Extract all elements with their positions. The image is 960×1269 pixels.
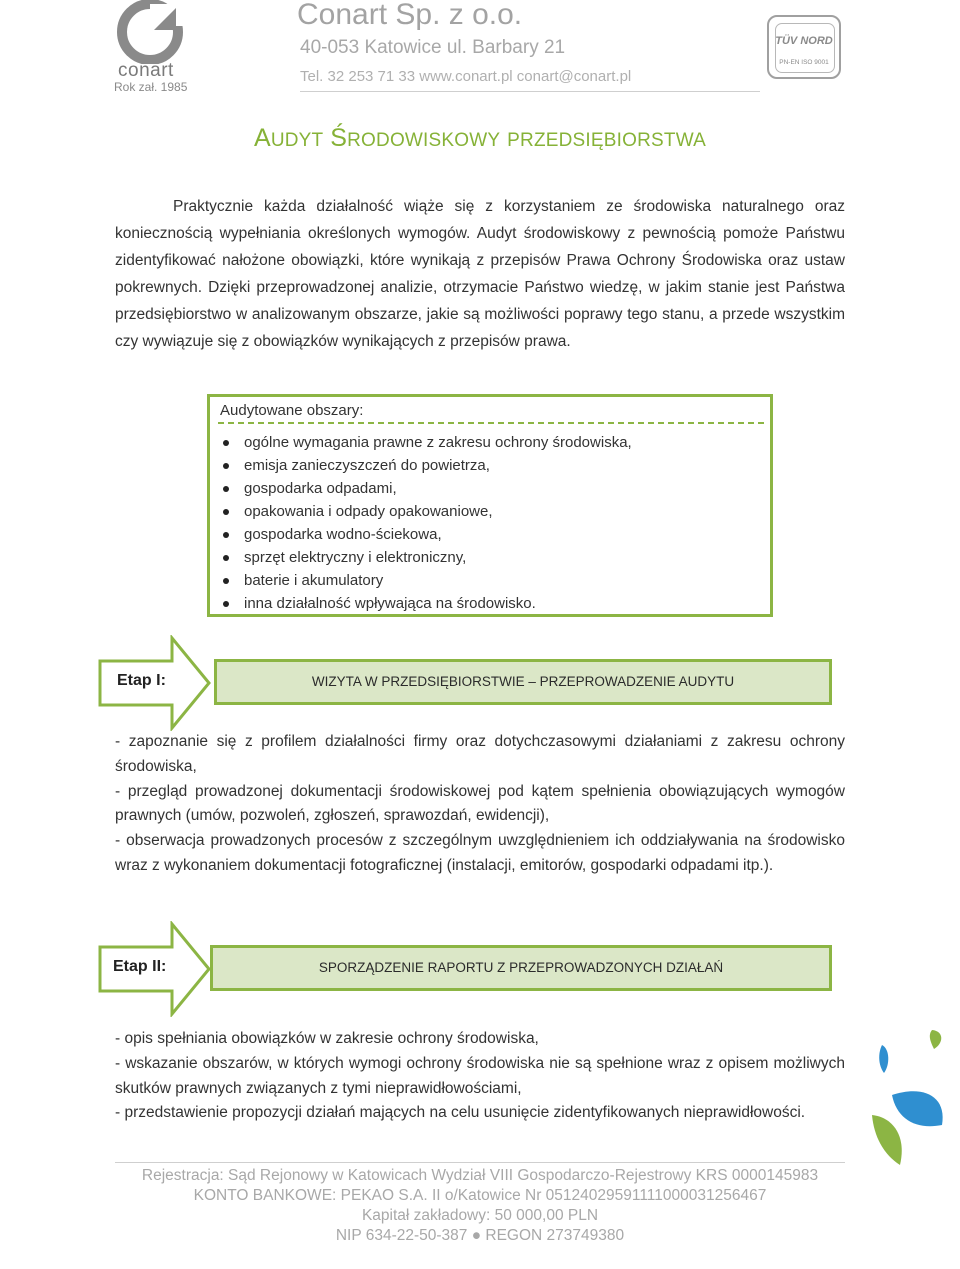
certification-badge xyxy=(767,15,841,79)
company-logo xyxy=(110,0,190,92)
title-word: RODOWISKOWY xyxy=(347,130,501,151)
footer-divider xyxy=(115,1162,845,1163)
areas-header: Audytowane obszary: xyxy=(220,402,364,419)
stage-item: - przedstawienie propozycji działań mających na celu usunięcie zidentyfikowanych nieprawidłowości. xyxy=(115,1104,806,1122)
stage-1-description xyxy=(115,730,845,879)
audited-areas-box xyxy=(207,394,773,617)
list-item: baterie i akumulatory xyxy=(210,569,632,592)
title-initial: Ś xyxy=(330,124,348,152)
logo-wordmark: conart xyxy=(118,60,174,81)
footer-registration: Rejestracja: Sąd Rejonowy w Katowicach Wydział VIII Gospodarczo-Rejestrowy KRS 0000145983 xyxy=(141,1167,819,1184)
list-item: emisja zanieczyszczeń do powietrza, xyxy=(210,454,632,477)
stage-1-banner xyxy=(97,635,837,731)
company-name: Conart Sp. z o.o. xyxy=(297,0,523,31)
intro-paragraph: Praktycznie każda działalność wiąże się z korzystaniem ze środowiska naturalnego oraz koniecznością wypełniania określonych wymogów. Audyt środowiskowy z pewnością pomoże Państwu zidentyfikować nałożone obowiązki, które wynikają z przepisów Prawa Ochrony Środowiska oraz ustaw pokrewnych. Dzięki przeprowadzonej analizie, otrzymacie Państwo wiedzę, w jakim stanie jest Państwa przedsiębiorstwo w analizowanym obszarze, jakie są możliwości poprawy tego stanu, a przede wszystkim czy wywiązuje się z obowiązków wynikających z przepisów prawa. xyxy=(115,198,845,350)
stage-item: - opis spełniania obowiązków w zakresie ochrony środowiska, xyxy=(115,1030,539,1047)
list-item: ogólne wymagania prawne z zakresu ochrony środowiska, xyxy=(210,431,632,454)
title-word: UDYT xyxy=(270,130,324,151)
stage-label: Etap II: xyxy=(113,958,167,975)
list-item: gospodarka wodno-ściekowa, xyxy=(210,523,632,546)
stage-item: - zapoznanie się z profilem działalności firmy oraz dotychczasowymi działaniami z zakresu ochrony środowiska, xyxy=(115,733,845,775)
list-item: inna działalność wpływająca na środowisko. xyxy=(210,592,632,615)
company-address: 40-053 Katowice ul. Barbary 21 xyxy=(300,37,566,58)
leaf-icon xyxy=(872,1025,952,1175)
cert-standard: PN-EN ISO 9001 xyxy=(779,59,829,66)
stage-item: - wskazanie obszarów, w których wymogi ochrony środowiska nie są spełnione wraz z opisem możliwych skutków prawnych związanych z tymi nieprawidłowościami, xyxy=(115,1054,845,1097)
leaves-decoration xyxy=(872,1025,952,1175)
title-initial: A xyxy=(253,124,271,152)
document-title xyxy=(0,124,960,153)
areas-list xyxy=(210,431,632,615)
stage-title: SPORZĄDZENIE RAPORTU Z PRZEPROWADZONYCH DZIAŁAŃ xyxy=(210,945,832,991)
title-word: PRZEDSIĘBIORSTWA xyxy=(507,130,707,151)
list-item: opakowania i odpady opakowaniowe, xyxy=(210,500,632,523)
list-item: sprzęt elektryczny i elektroniczny, xyxy=(210,546,632,569)
stage-item: - przegląd prowadzonej dokumentacji środowiskowej pod kątem spełnienia obowiązujących wymogów prawnych (umów, pozwoleń, zgłoszeń, sprawozdań, ewidencji), xyxy=(115,782,845,825)
stage-item: - obserwacja prowadzonych procesów z szczególnym uwzględnieniem ich oddziaływania na środowisko wraz z wykonaniem dokumentacji fotograficznej (instalacji, emitorów, gospodarki odpadami itp.). xyxy=(115,832,845,874)
company-contact: Tel. 32 253 71 33 www.conart.pl conart@conart.pl xyxy=(300,68,632,85)
stage-label: Etap I: xyxy=(117,672,166,689)
footer-capital: Kapitał zakładowy: 50 000,00 PLN xyxy=(361,1207,599,1224)
stage-2-description xyxy=(115,1027,845,1126)
list-item: gospodarka odpadami, xyxy=(210,477,632,500)
conart-logo-icon xyxy=(110,0,190,64)
logo-founded-year: Rok zał. 1985 xyxy=(114,80,188,94)
footer-bank-account: KONTO BANKOWE: PEKAO S.A. II o/Katowice Nr 05124029591111000031256467 xyxy=(193,1187,767,1204)
stage-title: WIZYTA W PRZEDSIĘBIORSTWIE – PRZEPROWADZENIE AUDYTU xyxy=(214,659,832,705)
footer-tax-ids: NIP 634-22-50-387 ● REGON 273749380 xyxy=(335,1227,625,1244)
header-divider xyxy=(300,91,760,92)
areas-dashed-divider xyxy=(218,422,764,424)
stage-2-banner xyxy=(97,921,837,1017)
cert-brand: TÜV NORD xyxy=(775,35,833,47)
